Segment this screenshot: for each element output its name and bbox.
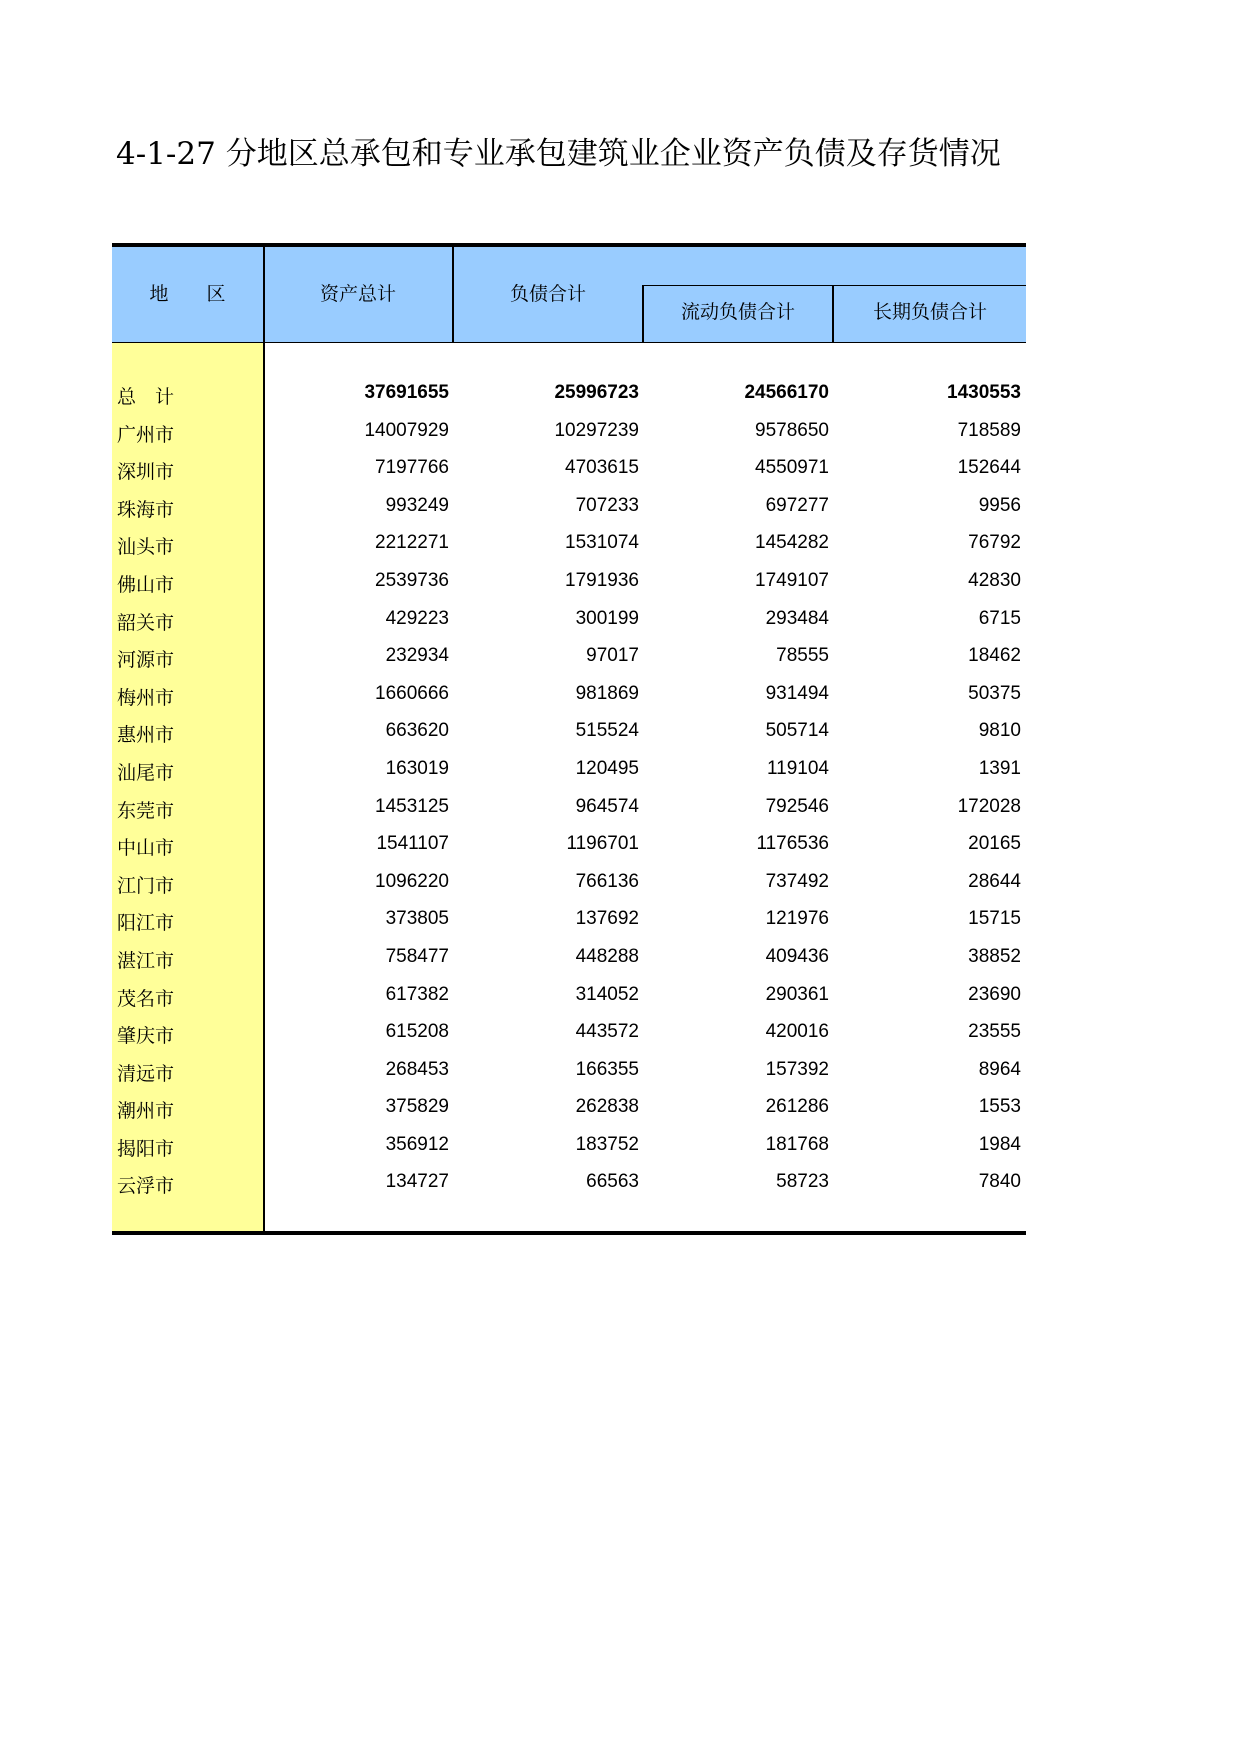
table-row bbox=[112, 1163, 1026, 1201]
long-term-liabilities-cell: 172028 bbox=[957, 795, 1021, 817]
long-term-liabilities-cell: 1430553 bbox=[947, 382, 1021, 403]
table-row bbox=[112, 1126, 1026, 1164]
total-assets-cell: 373805 bbox=[385, 908, 449, 930]
current-liabilities-cell: 121976 bbox=[765, 908, 829, 930]
region-name: 总 计 bbox=[117, 386, 175, 408]
table-row bbox=[112, 449, 1026, 487]
region-name: 梅州市 bbox=[117, 686, 175, 709]
region-name: 茂名市 bbox=[117, 987, 175, 1010]
table-row bbox=[112, 900, 1026, 938]
table-row bbox=[112, 938, 1026, 976]
page-title: 4-1-27 分地区总承包和专业承包建筑业企业资产负债及存货情况 bbox=[116, 136, 1001, 172]
total-assets-cell: 617382 bbox=[385, 983, 449, 1005]
current-liabilities-cell: 697277 bbox=[765, 494, 829, 516]
current-liabilities-cell: 9578650 bbox=[755, 419, 829, 441]
table-row bbox=[112, 524, 1026, 562]
long-term-liabilities-cell: 38852 bbox=[968, 945, 1021, 967]
long-term-liabilities-cell: 76792 bbox=[968, 532, 1021, 554]
total-assets-cell: 1453125 bbox=[375, 795, 449, 817]
total-liabilities-cell: 443572 bbox=[575, 1021, 639, 1043]
total-liabilities-cell: 964574 bbox=[575, 795, 639, 817]
region-name: 湛江市 bbox=[117, 949, 175, 972]
region-name: 广州市 bbox=[117, 423, 175, 446]
total-assets-cell: 1096220 bbox=[375, 870, 449, 892]
table-row bbox=[112, 788, 1026, 826]
table-bottom-border bbox=[112, 1231, 1026, 1235]
total-liabilities-cell: 66563 bbox=[586, 1171, 639, 1193]
total-liabilities-cell: 10297239 bbox=[554, 419, 639, 441]
header-long-term-liabilities: 长期负债合计 bbox=[872, 301, 987, 323]
total-liabilities-cell: 314052 bbox=[575, 983, 639, 1005]
table-row bbox=[112, 637, 1026, 675]
current-liabilities-cell: 1176536 bbox=[756, 833, 829, 855]
total-liabilities-cell: 1531074 bbox=[565, 532, 639, 554]
total-assets-cell: 14007929 bbox=[364, 419, 449, 441]
current-liabilities-cell: 409436 bbox=[765, 945, 829, 967]
table-row bbox=[112, 1051, 1026, 1089]
total-liabilities-cell: 981869 bbox=[575, 682, 639, 704]
total-liabilities-cell: 515524 bbox=[575, 720, 639, 742]
total-liabilities-cell: 707233 bbox=[575, 494, 639, 516]
total-assets-cell: 1660666 bbox=[375, 682, 449, 704]
total-assets-cell: 663620 bbox=[385, 720, 449, 742]
data-table bbox=[112, 243, 1026, 1235]
long-term-liabilities-cell: 18462 bbox=[968, 645, 1021, 667]
region-name: 佛山市 bbox=[117, 573, 175, 596]
total-assets-cell: 2212271 bbox=[375, 532, 449, 554]
current-liabilities-cell: 24566170 bbox=[744, 382, 829, 403]
long-term-liabilities-cell: 7840 bbox=[978, 1171, 1021, 1193]
long-term-liabilities-cell: 1391 bbox=[978, 757, 1021, 779]
long-term-liabilities-cell: 1984 bbox=[978, 1133, 1021, 1155]
table-row bbox=[112, 863, 1026, 901]
total-assets-cell: 37691655 bbox=[364, 382, 449, 403]
long-term-liabilities-cell: 23555 bbox=[968, 1021, 1021, 1043]
region-name: 江门市 bbox=[117, 874, 175, 897]
region-name: 韶关市 bbox=[117, 611, 175, 634]
region-name: 清远市 bbox=[117, 1062, 175, 1085]
total-assets-cell: 375829 bbox=[385, 1096, 449, 1118]
table-row bbox=[112, 750, 1026, 788]
current-liabilities-cell: 293484 bbox=[765, 607, 829, 629]
current-liabilities-cell: 157392 bbox=[765, 1058, 829, 1080]
header-sub-divider bbox=[642, 285, 1026, 286]
region-name: 肇庆市 bbox=[117, 1025, 175, 1048]
long-term-liabilities-cell: 152644 bbox=[957, 457, 1021, 479]
region-name: 惠州市 bbox=[117, 724, 175, 747]
total-liabilities-cell: 4703615 bbox=[565, 457, 639, 479]
region-name: 揭阳市 bbox=[117, 1137, 175, 1160]
table-row bbox=[112, 412, 1026, 450]
total-liabilities-cell: 1196701 bbox=[566, 833, 639, 855]
table-row bbox=[112, 600, 1026, 638]
table-row bbox=[112, 976, 1026, 1014]
header-current-liabilities: 流动负债合计 bbox=[680, 301, 795, 323]
current-liabilities-cell: 505714 bbox=[765, 720, 829, 742]
total-assets-cell: 615208 bbox=[385, 1021, 449, 1043]
long-term-liabilities-cell: 718589 bbox=[957, 419, 1021, 441]
current-liabilities-cell: 1454282 bbox=[755, 532, 829, 554]
current-liabilities-cell: 1749107 bbox=[755, 569, 829, 591]
table-row bbox=[112, 487, 1026, 525]
total-liabilities-cell: 448288 bbox=[575, 945, 639, 967]
total-assets-cell: 163019 bbox=[385, 757, 449, 779]
region-name: 云浮市 bbox=[117, 1175, 175, 1198]
total-liabilities-cell: 166355 bbox=[575, 1058, 639, 1080]
total-liabilities-cell: 1791936 bbox=[565, 569, 639, 591]
region-name: 汕头市 bbox=[117, 536, 175, 559]
header-total-assets: 资产总计 bbox=[319, 283, 396, 305]
long-term-liabilities-cell: 42830 bbox=[968, 569, 1021, 591]
total-assets-cell: 134727 bbox=[385, 1171, 449, 1193]
region-name: 河源市 bbox=[117, 649, 175, 672]
total-liabilities-cell: 183752 bbox=[575, 1133, 639, 1155]
total-liabilities-cell: 25996723 bbox=[554, 382, 639, 403]
region-name: 阳江市 bbox=[117, 912, 175, 935]
region-name: 深圳市 bbox=[117, 461, 175, 484]
table-row bbox=[112, 712, 1026, 750]
total-assets-cell: 1541107 bbox=[376, 833, 449, 855]
current-liabilities-cell: 792546 bbox=[765, 795, 829, 817]
total-assets-cell: 232934 bbox=[385, 645, 449, 667]
table-row bbox=[112, 825, 1026, 863]
current-liabilities-cell: 931494 bbox=[765, 682, 829, 704]
long-term-liabilities-cell: 9810 bbox=[978, 720, 1021, 742]
total-liabilities-cell: 120495 bbox=[575, 757, 639, 779]
total-assets-cell: 7197766 bbox=[375, 457, 449, 479]
total-assets-cell: 268453 bbox=[385, 1058, 449, 1080]
total-liabilities-cell: 766136 bbox=[575, 870, 639, 892]
long-term-liabilities-cell: 28644 bbox=[968, 870, 1021, 892]
region-name: 潮州市 bbox=[117, 1100, 175, 1123]
table-row bbox=[112, 1013, 1026, 1051]
total-row bbox=[112, 374, 1026, 412]
header-region: 地 区 bbox=[149, 283, 226, 305]
long-term-liabilities-cell: 8964 bbox=[978, 1058, 1021, 1080]
current-liabilities-cell: 181768 bbox=[765, 1133, 829, 1155]
region-name: 东莞市 bbox=[117, 799, 175, 822]
current-liabilities-cell: 420016 bbox=[765, 1021, 829, 1043]
current-liabilities-cell: 4550971 bbox=[755, 457, 829, 479]
current-liabilities-cell: 119104 bbox=[767, 757, 829, 779]
current-liabilities-cell: 290361 bbox=[765, 983, 829, 1005]
long-term-liabilities-cell: 20165 bbox=[968, 833, 1021, 855]
total-assets-cell: 429223 bbox=[385, 607, 449, 629]
total-assets-cell: 356912 bbox=[385, 1133, 449, 1155]
header-total-liabilities: 负债合计 bbox=[509, 283, 586, 305]
total-assets-cell: 993249 bbox=[385, 494, 449, 516]
total-liabilities-cell: 262838 bbox=[575, 1096, 639, 1118]
region-name: 汕尾市 bbox=[117, 761, 175, 784]
total-liabilities-cell: 137692 bbox=[575, 908, 639, 930]
long-term-liabilities-cell: 15715 bbox=[968, 908, 1021, 930]
total-assets-cell: 2539736 bbox=[375, 569, 449, 591]
long-term-liabilities-cell: 1553 bbox=[978, 1096, 1021, 1118]
table-body bbox=[112, 374, 1026, 1201]
table-row bbox=[112, 675, 1026, 713]
total-assets-cell: 758477 bbox=[385, 945, 449, 967]
total-liabilities-cell: 97017 bbox=[586, 645, 639, 667]
region-name: 中山市 bbox=[117, 837, 175, 860]
region-name: 珠海市 bbox=[117, 498, 175, 521]
table-row bbox=[112, 562, 1026, 600]
current-liabilities-cell: 78555 bbox=[776, 645, 829, 667]
current-liabilities-cell: 58723 bbox=[776, 1171, 829, 1193]
table-row bbox=[112, 1088, 1026, 1126]
long-term-liabilities-cell: 23690 bbox=[968, 983, 1021, 1005]
current-liabilities-cell: 261286 bbox=[765, 1096, 829, 1118]
long-term-liabilities-cell: 9956 bbox=[978, 494, 1021, 516]
current-liabilities-cell: 737492 bbox=[765, 870, 829, 892]
long-term-liabilities-cell: 50375 bbox=[968, 682, 1021, 704]
total-liabilities-cell: 300199 bbox=[575, 607, 639, 629]
long-term-liabilities-cell: 6715 bbox=[978, 607, 1021, 629]
